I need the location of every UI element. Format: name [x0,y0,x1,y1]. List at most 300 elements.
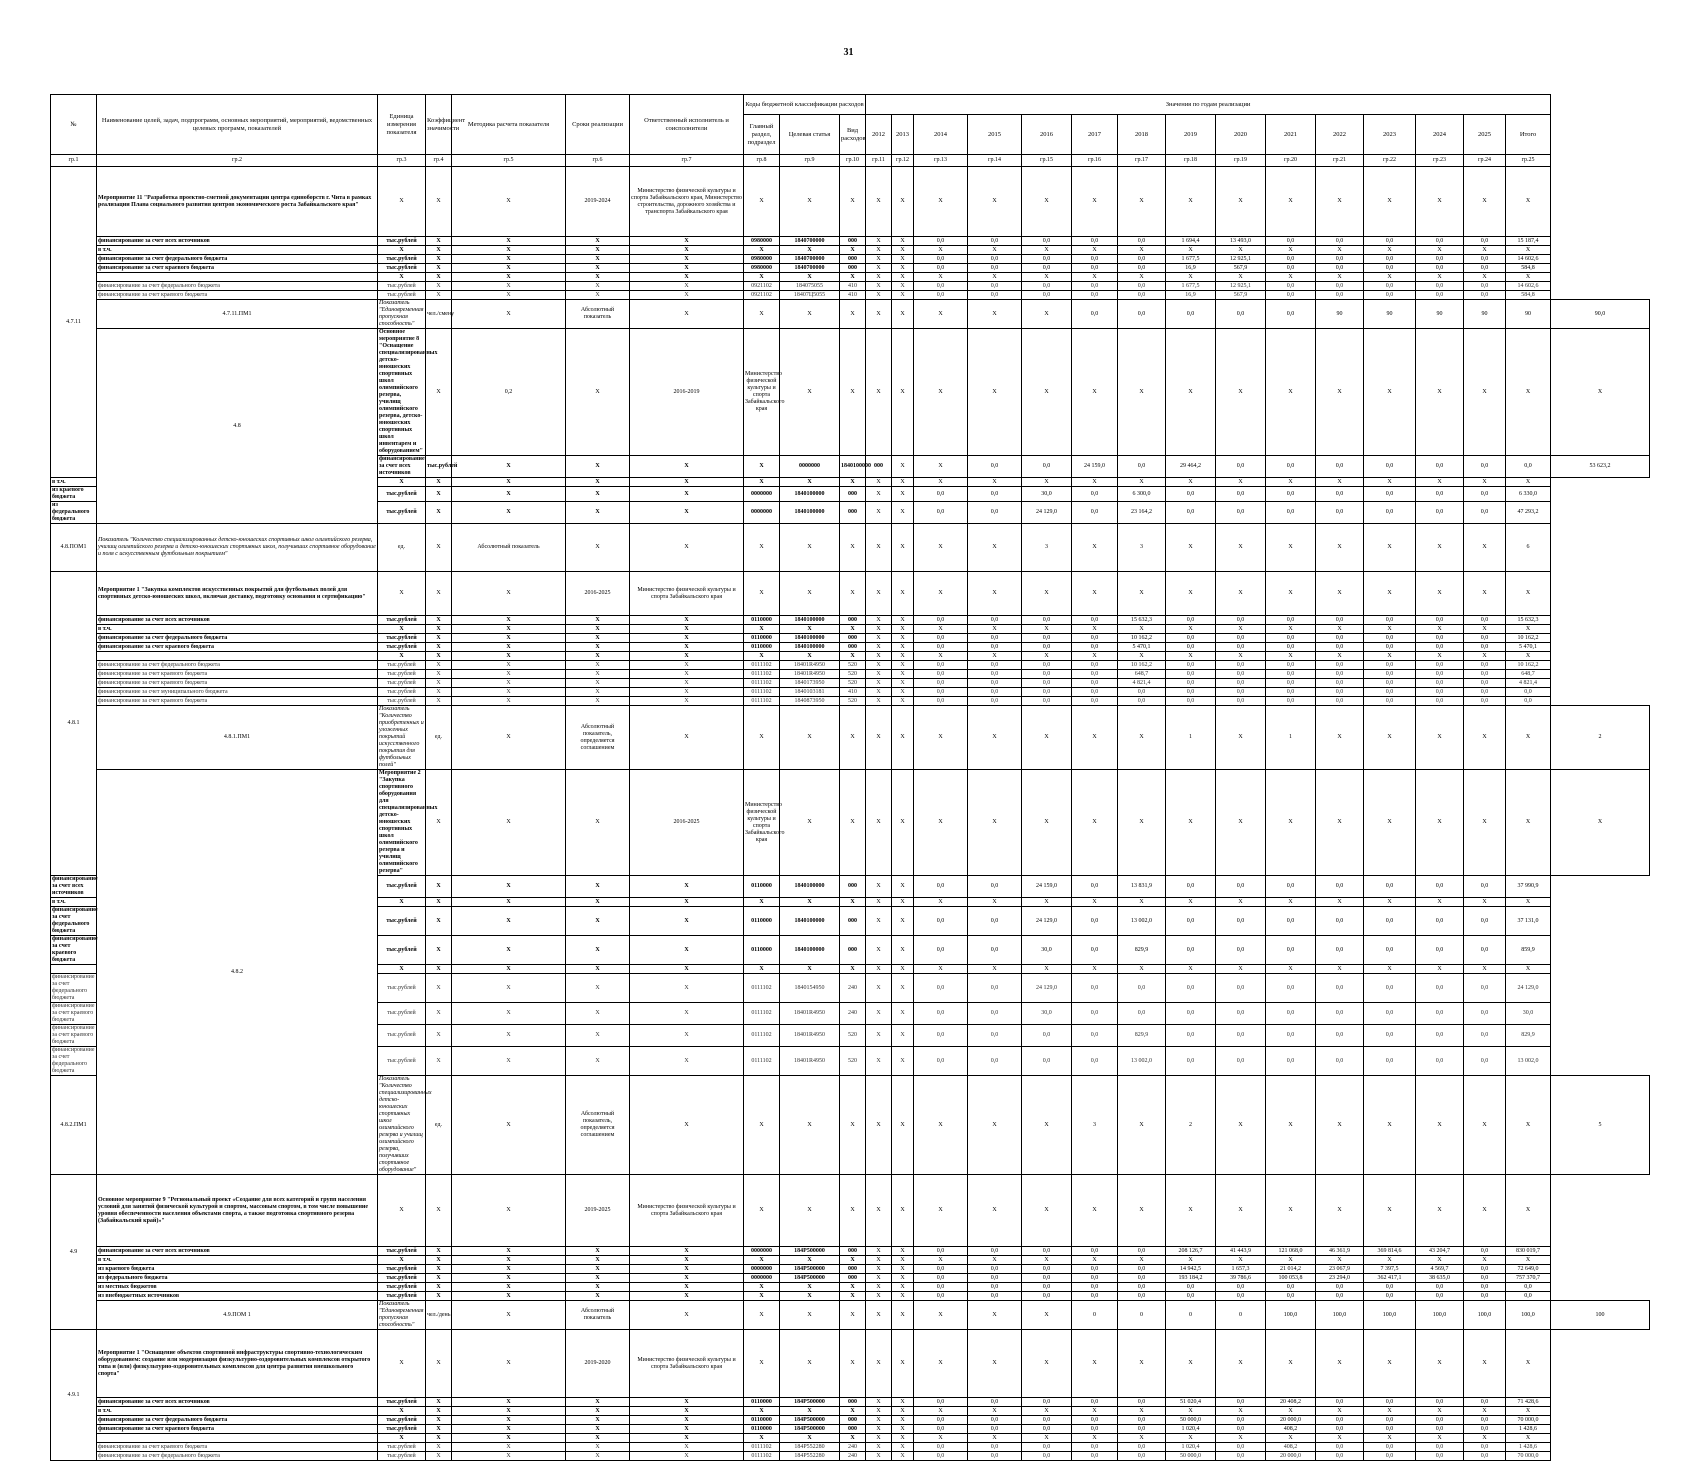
row-responsible: Х [630,670,744,679]
row-year-value: Х [892,1301,914,1330]
row-responsible: Х [630,502,744,524]
row-name: Показатель "Количество приобретенных и уложенных покрытий искусственного покрытия для футбольных полей" [379,706,424,768]
row-code-type: Х [840,1434,866,1443]
row-year-value: 0,0 [1464,1003,1506,1025]
row-year-value: 0,0 [968,688,1022,697]
row-year-value: Х [1118,965,1166,974]
row-year-value: Х [1266,273,1316,282]
row-year-value: 0,0 [968,1443,1022,1452]
row-year-value: 7 397,5 [1364,1265,1416,1274]
row-period: Х [566,1247,630,1256]
row-year-value: Х [1022,770,1072,876]
row-year-value: Х [866,478,892,487]
row-year-value: 1 657,3 [1216,1265,1266,1274]
column-number: гр.7 [630,155,744,167]
row-code-target: Х [780,167,840,237]
row-coef: 0,2 [452,329,566,456]
row-year-value: 0,0 [1416,282,1464,291]
row-name: из краевого бюджета [97,1265,378,1274]
row-year-value: Х [1506,1434,1551,1443]
row-method: Х [452,1434,566,1443]
row-unit: тыс.рублей [378,1292,426,1301]
row-code-type: 410 [840,291,866,300]
row-year-value: 0,0 [1364,1047,1416,1076]
row-method: Х [452,670,566,679]
row-year-value: 0,0 [1266,643,1316,652]
row-year-value: 0,0 [1072,697,1118,706]
row-year-value: 362 417,1 [1364,1274,1416,1283]
row-year-value: 0,0 [914,1443,968,1452]
row-year-value: 0,0 [1072,1265,1118,1274]
row-method: Х [452,1283,566,1292]
row-code-target: Х [780,524,840,572]
row-year-value: 30,0 [1022,487,1072,502]
row-year-value: Х [1166,1330,1216,1398]
row-year-value: 0,0 [1072,300,1118,329]
row-year-value: Х [866,643,892,652]
row-year-value: Х [1316,706,1364,770]
row-year-value: Х [892,329,914,456]
row-year-value: 24 129,0 [1022,907,1072,936]
row-unit: тыс.рублей [378,1025,426,1047]
row-code-section: Х [744,572,780,616]
row-name: финансирование за счет федерального бюджета [97,1416,378,1425]
row-period: Х [566,282,630,291]
row-year-value: 0,0 [1166,1003,1216,1025]
row-name: финансирование за счет краевого бюджета [52,1003,95,1023]
row-method: Х [452,246,566,255]
row-method: Х [452,572,566,616]
row-year-value: 408,2 [1266,1425,1316,1434]
row-period: Х [630,706,744,770]
row-method: Х [452,273,566,282]
row-year-value: Х [866,1443,892,1452]
row-period: Х [566,634,630,643]
row-number: 4.8.2 [97,770,378,1175]
row-year-value: 21 014,2 [1266,1265,1316,1274]
row-responsible: Х [744,456,780,478]
row-year-value: 14 602,6 [1506,282,1551,291]
row-year-value: 0,0 [1316,282,1364,291]
column-number: гр.19 [1216,155,1266,167]
row-unit: Х [378,273,426,282]
row-year-value: Х [1266,1256,1316,1265]
row-coef: Х [426,670,452,679]
row-year-value: 5 470,1 [1118,643,1166,652]
row-unit: Х [378,478,426,487]
row-year-value: 1 677,5 [1166,282,1216,291]
row-year-value: Х [1022,572,1072,616]
row-method: Х [452,1047,566,1076]
item-row [51,300,1650,329]
row-year-value: 0 [1166,1301,1216,1330]
row-year-value: 100,0 [1416,1301,1464,1330]
row-code-section: 0110000 [744,634,780,643]
row-responsible: Министерство физической культуры и спорта Забайкальского края [630,572,744,616]
row-year-value: 0,0 [1118,1292,1166,1301]
row-code-type: 520 [840,1047,866,1076]
funding-row [51,616,1650,625]
row-code-section: Х [780,300,840,329]
row-year-value: Х [1364,770,1416,876]
row-responsible: Х [630,697,744,706]
row-code-type: 000 [840,502,866,524]
row-year-value: 0,0 [1266,661,1316,670]
row-code-type: Х [840,246,866,255]
row-year-value: 0,0 [1464,282,1506,291]
row-year-value: 0,0 [914,1247,968,1256]
row-period: Х [630,1301,744,1330]
row-coef: Х [426,291,452,300]
row-responsible: Х [630,1452,744,1461]
row-year-value: 0,0 [1216,1425,1266,1434]
row-name: финансирование за счет краевого бюджета [97,679,378,688]
row-year-value: Х [892,1398,914,1407]
row-code-type: 000 [840,907,866,936]
row-name: финансирование за счет федерального бюджета [52,907,98,934]
row-year-value: 0,0 [1072,670,1118,679]
row-year-value: Х [866,876,892,898]
row-year-value: 15 632,3 [1506,616,1551,625]
row-year-value: Х [1364,706,1416,770]
row-year-value: Х [1416,572,1464,616]
row-year-value: 0,0 [1022,616,1072,625]
row-year-value: 0,0 [1464,502,1506,524]
row-responsible: Х [630,1443,744,1452]
row-year-value: Х [1364,524,1416,572]
row-year-value: Х [1072,572,1118,616]
row-period: 2019-2024 [566,167,630,237]
row-year-value: 20 408,2 [1266,1398,1316,1407]
row-year-value: Х [866,907,892,936]
row-coef: Х [426,898,452,907]
row-year-value: 0,0 [1416,255,1464,264]
row-year-value: 90 [1364,300,1416,329]
row-code-target: Х [780,1407,840,1416]
row-year-value: 0,0 [1072,936,1118,965]
row-year-value: Х [1216,167,1266,237]
row-year-value: Х [1072,898,1118,907]
row-year-value: 0,0 [1216,1292,1266,1301]
row-period: Х [566,1416,630,1425]
row-year-value: 0,0 [1166,643,1216,652]
row-year-value: 0,0 [1166,487,1216,502]
funding-row [51,1407,1650,1416]
row-year-value: 0,0 [1316,1292,1364,1301]
row-code-target: 1840100000 [780,876,840,898]
row-code-section: 0111102 [744,661,780,670]
row-year-value: Х [892,1425,914,1434]
row-year-value: Х [1506,572,1551,616]
row-year-value: 23 164,2 [1118,502,1166,524]
row-year-value: 0,0 [1022,456,1072,478]
row-code-type: 410 [840,688,866,697]
header-year: 2018 [1118,115,1166,155]
row-year-value: 0,0 [1464,1274,1506,1283]
row-code-target: Х [780,246,840,255]
row-year-value: 584,8 [1506,264,1551,273]
row-code-target: 18401R4950 [780,1047,840,1076]
row-period: Х [566,625,630,634]
row-code-type: 520 [840,679,866,688]
row-year-value: 30,0 [1506,1003,1551,1025]
row-year-value: Х [968,965,1022,974]
row-year-value: 0,0 [1464,487,1506,502]
row-code-section: Х [744,1292,780,1301]
row-code-target: 184P500000 [780,1425,840,1434]
row-code-target: 184P552280 [780,1452,840,1461]
item-row [51,329,1650,456]
row-year-value: 0,0 [1166,300,1216,329]
row-year-value: Х [1072,273,1118,282]
funding-row [51,1247,1650,1256]
row-year-value: 0,0 [1464,1247,1506,1256]
row-period: Х [566,661,630,670]
row-code-target: 1840873950 [780,697,840,706]
row-year-value: 0,0 [1022,1452,1072,1461]
row-year-value: 0,0 [1464,1443,1506,1452]
row-year-value: 0,0 [914,1274,968,1283]
row-year-value: 13 002,0 [1118,1047,1166,1076]
row-year-value: 0,0 [968,1003,1022,1025]
row-year-value: Х [866,282,892,291]
row-year-value: 15 632,3 [1118,616,1166,625]
row-responsible: Х [630,1283,744,1292]
row-method: Х [452,167,566,237]
row-period: Х [566,524,630,572]
row-year-value: 0,0 [1166,1283,1216,1292]
row-year-value: Х [1216,572,1266,616]
row-coef: Х [426,502,452,524]
row-responsible: Х [630,255,744,264]
row-name: финансирование за счет краевого бюджета [97,670,378,679]
row-year-value: Х [892,670,914,679]
funding-row [51,273,1650,282]
row-year-value: 0,0 [1022,1025,1072,1047]
row-unit: тыс.рублей [378,487,426,502]
row-year-value: Х [1364,246,1416,255]
row-code-target: Х [780,625,840,634]
column-number: гр.10 [840,155,866,167]
row-year-value: Х [968,524,1022,572]
row-code-section: 0000000 [744,1265,780,1274]
row-year-value: 0,0 [1364,1025,1416,1047]
row-year-value: 0,0 [1216,974,1266,1003]
row-year-value: 0,0 [1316,1398,1364,1407]
row-code-type: 240 [840,1452,866,1461]
row-coef: Х [426,1443,452,1452]
row-year-value: 0,0 [1118,1265,1166,1274]
row-year-value: 0,0 [1364,936,1416,965]
row-responsible: Х [744,1076,780,1175]
row-year-value: 0,0 [1118,456,1166,478]
row-year-value: Х [1166,273,1216,282]
row-year-value: Х [914,246,968,255]
row-coef: Х [452,1301,566,1330]
row-name: финансирование за счет всех источников [379,456,425,476]
row-year-value: 0,0 [1022,679,1072,688]
row-year-value: 0,0 [1072,1047,1118,1076]
row-year-value: Х [892,1330,914,1398]
row-year-value: Х [1506,1330,1551,1398]
column-number: гр.16 [1072,155,1118,167]
row-year-value: Х [914,167,968,237]
row-unit: Х [378,572,426,616]
row-responsible: Х [630,898,744,907]
row-year-value: Х [866,572,892,616]
row-year-value: 0,0 [1464,1292,1506,1301]
row-year-value: 0,0 [1464,1425,1506,1434]
header-year: 2019 [1166,115,1216,155]
row-year-value: Х [892,907,914,936]
row-coef: Х [426,1025,452,1047]
row-code-section: Х [744,898,780,907]
row-name: финансирование за счет федерального бюджета [97,1452,378,1461]
row-year-value: 0,0 [1266,300,1316,329]
row-code-target: Х [780,898,840,907]
row-coef: Х [426,697,452,706]
column-number: гр.17 [1118,155,1166,167]
row-year-value: Х [1166,1256,1216,1265]
row-year-value: 100,0 [1364,1301,1416,1330]
row-responsible: Министерство физической культуры и спорта Забайкальского края, Министерство строительства, дорожного хозяйства и транспорта Забайкальского края [630,167,744,237]
row-coef: Х [426,1274,452,1283]
row-code-type: Х [840,572,866,616]
row-year-value: Х [892,688,914,697]
row-period: Х [566,502,630,524]
row-responsible: Х [630,661,744,670]
row-year-value: Х [1022,273,1072,282]
row-year-value: 0,0 [1216,300,1266,329]
row-year-value: Х [892,1247,914,1256]
row-year-value: 0,0 [1464,237,1506,246]
row-unit: чел./смену [426,300,452,329]
row-unit: тыс.рублей [378,1452,426,1461]
row-coef: Х [452,1076,566,1175]
row-code-target: Х [780,572,840,616]
row-unit: Х [378,1175,426,1247]
row-coef: Х [426,273,452,282]
row-year-value: 859,9 [1506,936,1551,965]
row-year-value: 0,0 [1118,282,1166,291]
row-coef: Х [426,652,452,661]
row-year-value: 0,0 [1118,237,1166,246]
row-year-value: 70 000,0 [1506,1452,1551,1461]
row-method: Х [452,282,566,291]
funding-row [51,634,1650,643]
header-num: № [51,95,97,155]
row-name: финансирование за счет краевого бюджета [52,1025,95,1045]
row-name: Показатель "Единовременная пропускная способность" [379,1301,424,1328]
row-year-value: Х [1416,652,1464,661]
row-year-value: Х [1022,1434,1072,1443]
row-year-value: Х [914,478,968,487]
row-year-value: 0,0 [914,1283,968,1292]
row-coef: Х [426,907,452,936]
row-year-value: 0,0 [1316,670,1364,679]
row-code-section: Х [780,706,840,770]
row-year-value: Х [892,1025,914,1047]
page-number: 31 [843,47,854,58]
row-year-value: 0,0 [1216,907,1266,936]
row-year-value: 0,0 [1416,661,1464,670]
row-name: финансирование за счет краевого бюджета [97,291,378,300]
row-unit: ед. [378,524,426,572]
row-year-value: 0,0 [1118,974,1166,1003]
row-responsible: Х [630,1256,744,1265]
row-name [51,965,97,974]
row-year-value: Х [1118,1434,1166,1443]
row-code-section: 0110000 [744,616,780,625]
row-year-value: 30,0 [1022,936,1072,965]
row-method: Х [452,1425,566,1434]
row-year-value: 0,0 [1216,1452,1266,1461]
row-year-value: 0,0 [914,264,968,273]
row-year-value: 0,0 [968,282,1022,291]
row-year-value: 0,0 [1166,974,1216,1003]
row-year-value: Х [1416,1330,1464,1398]
row-period: Х [566,876,630,898]
row-year-value: Х [892,1283,914,1292]
row-unit: тыс.рублей [378,237,426,246]
row-year-value: Х [1166,167,1216,237]
row-code-type: 000 [840,1274,866,1283]
row-year-value: Х [892,974,914,1003]
row-year-value: Х [892,898,914,907]
row-coef: Х [426,974,452,1003]
row-name: финансирование за счет всех источников [97,237,378,246]
row-unit: Х [378,1407,426,1416]
row-year-value: Х [1416,1407,1464,1416]
row-year-value: Х [1266,965,1316,974]
row-year-value: 0,0 [1266,255,1316,264]
row-year-value: 0,0 [1216,1283,1266,1292]
row-year-value: 0,0 [1166,679,1216,688]
row-code-target: 1840173950 [780,679,840,688]
row-year-value: Х [1072,770,1118,876]
row-year-value: 0,0 [1464,1025,1506,1047]
row-year-value: 0,0 [1072,634,1118,643]
row-code-section: 0110000 [744,936,780,965]
row-code-section: Х [780,770,840,876]
row-coef: Х [426,965,452,974]
row-year-value: 0,0 [1416,1416,1464,1425]
row-year-value: 3 [1118,524,1166,572]
column-number: гр.14 [968,155,1022,167]
row-responsible: Х [630,246,744,255]
row-year-value: Х [1416,273,1464,282]
row-year-value: Х [1416,246,1464,255]
row-year-value: 0,0 [1266,282,1316,291]
row-year-value: 0,0 [1022,237,1072,246]
row-method: Абсолютный показатель [566,1301,630,1330]
funding-row [51,661,1650,670]
row-unit: ед. [426,706,452,770]
row-year-value: 1 677,5 [1166,255,1216,264]
row-year-value: 584,8 [1506,291,1551,300]
row-year-value: Х [1266,652,1316,661]
header-period: Сроки реализации [566,95,630,155]
row-code-target: Х [840,770,866,876]
row-year-value: Х [866,246,892,255]
row-year-value: 0,0 [1266,974,1316,1003]
row-year-value: 0,0 [1316,1283,1364,1292]
row-responsible: Х [630,688,744,697]
row-code-type: Х [840,167,866,237]
header-year: 2014 [914,115,968,155]
row-code-target: 1840100000 [780,502,840,524]
row-year-value: 0,0 [1316,456,1364,478]
